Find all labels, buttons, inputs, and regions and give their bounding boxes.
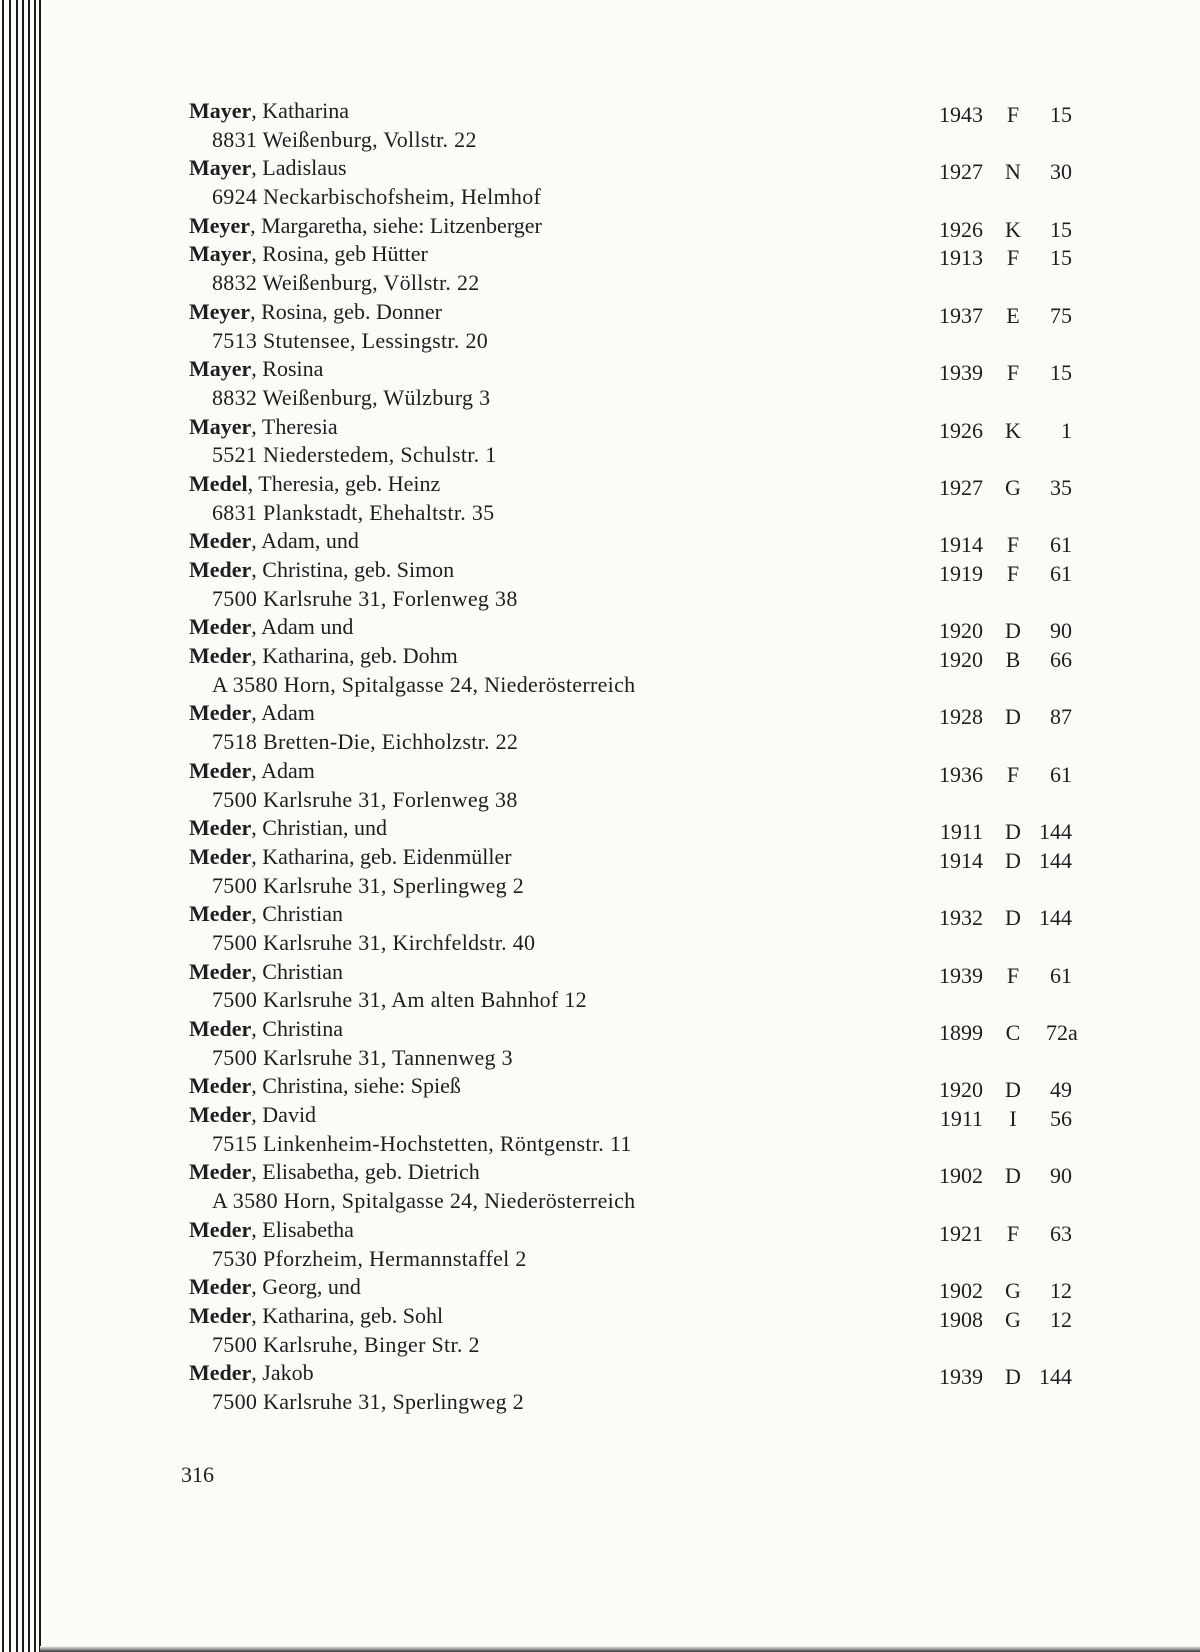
address: 7500 Karlsruhe 31, Sperlingweg 2 [212,1388,525,1414]
comma-separator: , [251,614,262,640]
person-line [0,642,1200,671]
given-names: Adam, und [261,528,359,554]
birth-year: 1927 [939,159,983,185]
address: 8832 Weißenburg, Wülzburg 3 [212,384,491,410]
category-letter: K [1005,417,1021,443]
category-letter: F [1006,1220,1020,1246]
address: 7515 Linkenheim-Hochstetten, Röntgenstr. 11 [212,1130,632,1156]
person-name [189,814,387,843]
address: 7513 Stutensee, Lessingstr. 20 [212,327,489,353]
reference-number: 35 [1050,474,1072,500]
surname: Meder [189,757,252,783]
category-letter: D [1005,704,1021,730]
address-line [0,872,1200,901]
birth-year: 1920 [939,1077,983,1103]
person-name [189,613,353,642]
address: 7500 Karlsruhe, Binger Str. 2 [212,1331,480,1357]
surname: Meder [189,843,252,869]
comma-separator: , [251,413,262,439]
given-names: Georg, und [262,1274,361,1300]
surname: Meder [189,1360,252,1386]
category-letter: D [1005,1364,1021,1390]
surname: Meder [189,1159,252,1185]
birth-year: 1913 [939,245,983,271]
comma-separator: , [251,843,263,869]
reference-number: 144 [1039,819,1072,845]
comma-separator: , [251,356,263,382]
surname: Meder [189,614,252,640]
reference-number: 144 [1039,1364,1072,1390]
person-name [189,1072,461,1101]
reference-number: 12 [1050,1278,1072,1304]
category-letter: D [1005,1077,1021,1103]
category-letter: F [1006,532,1020,558]
reference-number: 61 [1050,962,1072,988]
category-letter: F [1006,962,1020,988]
reference-number: 75 [1050,302,1072,328]
person-line [0,757,1200,786]
comma-separator: , [251,557,263,582]
given-names: Christian [262,901,343,927]
person-line [0,958,1200,987]
birth-year: 1921 [939,1220,983,1246]
person-line [0,699,1200,728]
reference-number: 61 [1050,561,1072,586]
reference-number: 63 [1050,1220,1072,1246]
birth-year: 1939 [939,962,983,988]
category-letter: F [1006,561,1020,586]
surname: Meder [189,901,252,927]
category-letter: F [1006,360,1020,386]
address-line [0,728,1200,757]
person-line [0,298,1200,327]
address-line [0,126,1200,155]
page-bottom-edge [40,1646,1200,1652]
surname: Mayer [189,98,252,123]
address: A 3580 Horn, Spitalgasse 24, Niederösterreich [212,1188,636,1214]
comma-separator: , [251,1159,263,1185]
address-line [0,585,1200,614]
surname: Meder [189,528,252,554]
birth-year: 1943 [939,102,983,127]
birth-year: 1926 [939,417,983,443]
birth-year: 1914 [939,847,983,873]
category-letter: G [1005,1278,1021,1304]
reference-number: 144 [1039,905,1072,931]
reference-number: 87 [1050,704,1072,730]
birth-year: 1920 [939,618,983,644]
address: 6924 Neckarbischofsheim, Helmhof [212,184,542,210]
address-line [0,929,1200,958]
comma-separator: , [251,643,263,669]
person-name [189,355,323,384]
person-line [0,1072,1200,1101]
address-line [0,441,1200,470]
person-line [0,1158,1200,1187]
given-names: Elisabetha [262,1216,354,1242]
category-letter: F [1006,245,1020,271]
given-names: Rosina, geb. Donner [261,298,442,324]
person-name [189,97,349,126]
category-letter: G [1005,1306,1021,1332]
person-name [189,154,347,183]
surname: Mayer [189,241,252,267]
birth-year: 1919 [939,561,983,586]
category-letter: C [1005,1020,1021,1045]
person-line [0,1216,1200,1245]
person-line [0,413,1200,442]
category-letter: D [1005,905,1021,931]
birth-year: 1936 [939,761,983,787]
category-letter: F [1006,102,1020,127]
surname: Meder [189,1073,252,1099]
address-line [0,671,1200,700]
birth-year: 1932 [939,905,983,931]
birth-year: 1939 [939,360,983,386]
birth-year: 1927 [939,474,983,500]
reference-number: 30 [1050,159,1072,185]
comma-separator: , [250,212,262,238]
category-letter: B [1005,647,1021,673]
person-name [189,1101,316,1130]
person-line [0,470,1200,499]
birth-year: 1937 [939,302,983,328]
person-name [189,642,458,671]
surname: Meder [189,958,252,984]
birth-year: 1911 [939,1106,983,1132]
given-names: Katharina, geb. Dohm [262,643,458,669]
comma-separator: , [251,901,263,927]
category-letter: D [1005,1163,1021,1189]
reference-number: 12 [1050,1306,1072,1332]
person-line [0,814,1200,843]
category-letter: I [1009,1106,1017,1132]
address: 7500 Karlsruhe 31, Tannenweg 3 [212,1044,513,1070]
birth-year: 1902 [939,1163,983,1189]
comma-separator: , [251,700,262,726]
surname: Meder [189,1102,252,1128]
person-line [0,240,1200,269]
comma-separator: , [251,1016,263,1041]
address-line [0,1388,1200,1417]
address-line [0,1187,1200,1216]
address: 7518 Bretten-Die, Eichholzstr. 22 [212,729,519,755]
surname: Meyer [189,298,251,324]
surname: Medel [189,470,248,496]
given-names: Jakob [262,1360,314,1386]
surname: Mayer [189,356,252,382]
person-name [189,212,542,241]
person-name [189,413,338,442]
address: 7530 Pforzheim, Hermannstaffel 2 [212,1245,527,1271]
category-letter: N [1005,159,1021,185]
person-line [0,1359,1200,1388]
comma-separator: , [251,958,263,984]
person-name [189,298,442,327]
reference-number: 61 [1050,761,1072,787]
comma-separator: , [251,815,263,841]
reference-number: 144 [1039,847,1072,873]
address: 7500 Karlsruhe 31, Forlenweg 38 [212,585,518,611]
address-line [0,786,1200,815]
person-line [0,556,1200,585]
person-line [0,527,1200,556]
surname: Mayer [189,413,252,439]
given-names: Christina [262,1016,343,1041]
birth-year: 1911 [939,819,983,845]
comma-separator: , [251,98,263,123]
given-names: Adam und [261,614,354,640]
birth-year: 1939 [939,1364,983,1390]
person-name [189,1158,480,1187]
reference-number: 90 [1050,1163,1072,1189]
birth-year: 1920 [939,647,983,673]
comma-separator: , [251,1073,263,1099]
address: 7500 Karlsruhe 31, Forlenweg 38 [212,786,518,812]
comma-separator: , [251,528,262,554]
comma-separator: , [250,298,262,324]
comma-separator: , [251,1274,263,1300]
comma-separator: , [251,1102,263,1128]
person-name [189,556,454,585]
category-letter: D [1005,819,1021,845]
comma-separator: , [251,757,262,783]
person-line [0,1015,1200,1044]
birth-year: 1914 [939,532,983,558]
address: 5521 Niederstedem, Schulstr. 1 [212,442,497,468]
birth-year: 1908 [939,1306,983,1332]
category-letter: D [1005,847,1021,873]
given-names: Christian [262,958,343,984]
person-line [0,97,1200,126]
address-line [0,499,1200,528]
person-name [189,757,315,786]
given-names: Katharina, geb. Eidenmüller [262,843,512,869]
surname: Meder [189,1016,252,1041]
comma-separator: , [251,1216,263,1242]
given-names: Theresia [261,413,338,439]
surname: Meder [189,1274,252,1300]
given-names: Adam [261,700,315,726]
address: 6831 Plankstadt, Ehehaltstr. 35 [212,499,495,525]
person-name [189,240,428,269]
person-line [0,1273,1200,1302]
comma-separator: , [251,241,263,267]
address-line [0,1130,1200,1159]
address: 7500 Karlsruhe 31, Sperlingweg 2 [212,872,525,898]
category-letter: D [1005,618,1021,644]
address-line [0,1245,1200,1274]
person-name [189,699,315,728]
person-line [0,843,1200,872]
birth-year: 1926 [939,216,983,242]
category-letter: G [1005,474,1021,500]
comma-separator: , [251,155,263,181]
surname: Meyer [189,212,251,238]
reference-number: 15 [1050,102,1072,127]
reference-number: 56 [1050,1106,1072,1132]
address: 8831 Weißenburg, Vollstr. 22 [212,126,477,152]
person-name [189,470,440,499]
person-line [0,613,1200,642]
address: 7500 Karlsruhe 31, Kirchfeldstr. 40 [212,929,536,955]
reference-number: 15 [1050,360,1072,386]
category-letter: E [1006,302,1020,328]
given-names: Rosina [262,356,324,382]
person-name [189,1216,354,1245]
page-number: 316 [181,1462,214,1487]
given-names: Margaretha, siehe: Litzenberger [261,212,542,238]
surname: Meder [189,1302,252,1328]
person-line [0,900,1200,929]
surname: Meder [189,815,252,841]
surname: Meder [189,1216,252,1242]
given-names: Adam [261,757,315,783]
reference-number: 1 [1061,417,1072,443]
category-letter: F [1006,761,1020,787]
reference-number: 90 [1050,618,1072,644]
surname: Meder [189,643,252,669]
address-line [0,1044,1200,1073]
person-name [189,1359,314,1388]
person-name [189,843,512,872]
person-line [0,1101,1200,1130]
reference-number: 72a [1046,1020,1078,1045]
person-name [189,1273,361,1302]
birth-year: 1902 [939,1278,983,1304]
address-line [0,183,1200,212]
given-names: Ladislaus [262,155,347,181]
person-name [189,1015,343,1044]
surname: Meder [189,700,252,726]
given-names: Theresia, geb. Heinz [258,470,441,496]
reference-number: 15 [1050,245,1072,271]
person-line [0,1302,1200,1331]
reference-number: 15 [1050,216,1072,242]
person-name [189,900,343,929]
address: A 3580 Horn, Spitalgasse 24, Niederösterreich [212,671,636,697]
birth-year: 1928 [939,704,983,730]
address-line [0,327,1200,356]
comma-separator: , [247,470,259,496]
given-names: Katharina [262,98,350,123]
given-names: Katharina, geb. Sohl [262,1302,444,1328]
person-line [0,212,1200,241]
person-line [0,355,1200,384]
given-names: Christian, und [262,815,387,841]
comma-separator: , [251,1302,263,1328]
person-line [0,154,1200,183]
given-names: Christina, siehe: Spieß [262,1073,461,1099]
given-names: Rosina, geb Hütter [262,241,428,267]
comma-separator: , [251,1360,263,1386]
reference-number: 61 [1050,532,1072,558]
address: 7500 Karlsruhe 31, Am alten Bahnhof 12 [212,987,587,1013]
surname: Meder [189,557,252,582]
address: 8832 Weißenburg, Völlstr. 22 [212,270,480,296]
given-names: David [262,1102,317,1128]
address-line [0,384,1200,413]
reference-number: 49 [1050,1077,1072,1103]
person-name [189,527,359,556]
given-names: Christina, geb. Simon [262,557,455,582]
category-letter: K [1005,216,1021,242]
address-line [0,986,1200,1015]
address-line [0,1331,1200,1360]
person-name [189,1302,443,1331]
address-line [0,269,1200,298]
given-names: Elisabetha, geb. Dietrich [262,1159,480,1185]
register-entry-list [0,97,1200,1417]
birth-year: 1899 [939,1020,983,1045]
reference-number: 66 [1050,647,1072,673]
person-name [189,958,343,987]
surname: Mayer [189,155,252,181]
